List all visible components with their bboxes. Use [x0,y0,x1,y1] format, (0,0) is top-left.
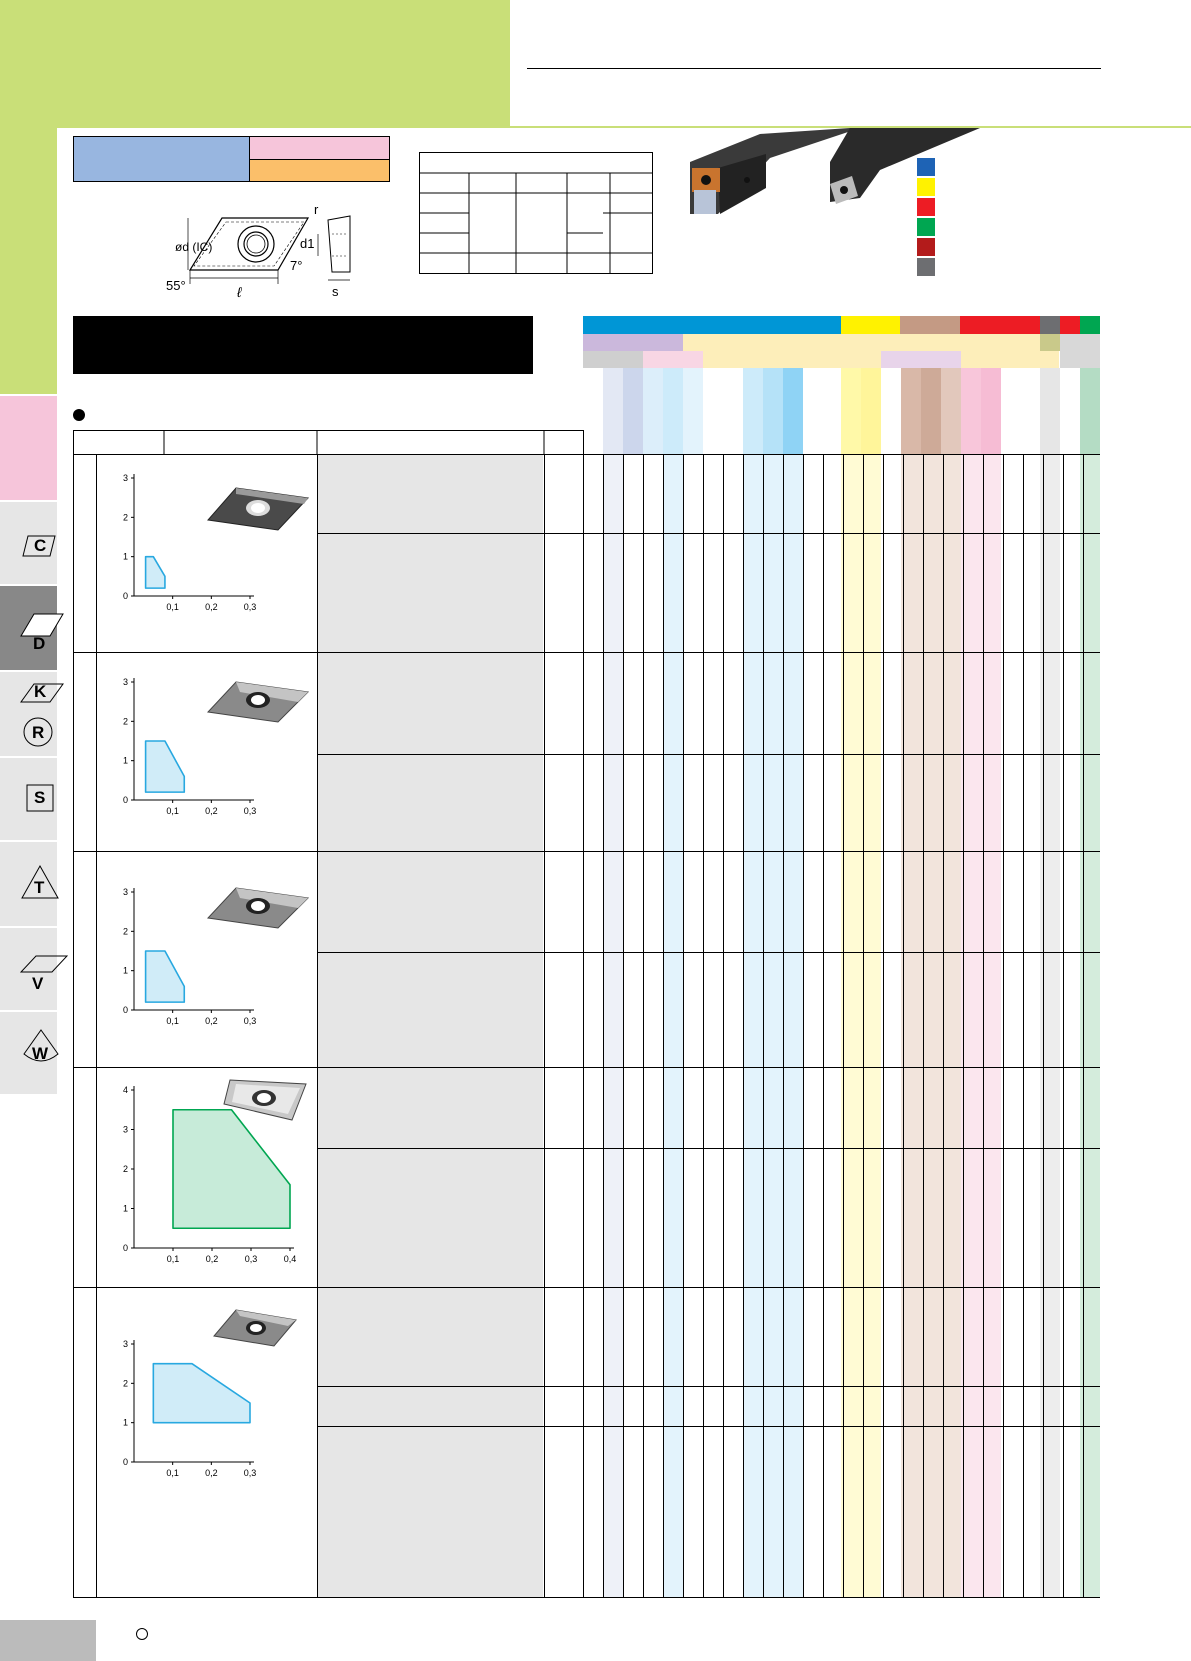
grid-line [73,454,1100,455]
clearance-angle-label: 7° [290,258,303,273]
tool-color-swatch [917,178,935,196]
x-tick-label: 0,2 [205,806,218,816]
x-tick-label: 0,1 [166,1016,179,1026]
grade-col [981,368,1001,454]
grade-row3 [881,351,961,368]
chipbreaker-area [146,557,165,588]
grade-bar [583,316,841,334]
chipbreaker-area [146,741,185,792]
title-underline [527,68,1101,69]
side-banner [0,128,57,394]
tool-color-swatch [917,238,935,256]
grade-col [783,368,803,454]
grid-line [96,454,97,1598]
y-tick-label: 1 [122,1417,128,1428]
chipbreaker-area [173,1110,290,1229]
grade-col [901,368,921,454]
grade-row3 [583,351,643,368]
length-label: ℓ [237,284,242,300]
side-tab-label: T [34,878,45,897]
grid-line [73,1597,1100,1598]
y-tick-label: 0 [122,1005,128,1015]
x-tick-label: 0,1 [166,602,179,612]
grade-row3 [1060,351,1100,368]
x-tick-label: 0,2 [205,1016,218,1026]
y-tick-label: 0 [122,591,128,601]
y-tick-label: 3 [122,887,128,897]
grid-line [317,1148,1100,1149]
side-tab-t[interactable] [0,842,57,928]
side-tab-s[interactable] [0,758,57,842]
grade-bar [1040,316,1060,334]
side-tab-c[interactable] [0,502,57,586]
y-tick-label: 1 [122,965,128,976]
x-tick-label: 0,2 [205,1468,218,1478]
page-number-box [0,1620,96,1661]
tool-color-swatch [917,218,935,236]
info-blue [74,137,250,181]
grade-col [861,368,881,454]
grade-col [603,368,623,454]
grade-row2 [583,334,683,351]
grade-col [743,368,763,454]
grade-col [941,368,961,454]
grade-bar [900,316,960,334]
tool-color-swatch [917,158,935,176]
radius-label: r [314,202,319,217]
side-tab-label: V [32,974,44,993]
chipbreaker-chart [118,1334,268,1484]
chipbreaker-chart [118,1080,308,1270]
x-tick-label: 0,2 [205,1254,219,1264]
footer-circle-icon [136,1628,148,1640]
chipbreaker-chart [118,468,268,618]
table-header-row [73,430,584,455]
tool-color-swatch [917,198,935,216]
grade-col [663,368,683,454]
section-heading-bar [73,316,533,374]
grade-row3 [961,351,1059,368]
grade-header [583,316,1100,454]
grade-bar [960,316,1040,334]
grade-bar [1060,316,1080,334]
y-tick-label: 3 [122,1339,128,1349]
chipbreaker-chart [118,882,268,1032]
bullet-icon [73,409,85,421]
grade-bar [841,316,900,334]
dimension-table [419,152,653,274]
grade-row2 [683,334,1040,351]
info-orange [250,160,389,181]
tool-color-swatch [917,258,935,276]
y-tick-label: 0 [122,1457,128,1467]
grid-line [317,1386,1100,1387]
grade-row2 [1060,334,1100,351]
y-tick-label: 2 [122,716,128,727]
grid-line [73,851,1100,852]
description-cell [317,1387,543,1426]
diameter-label: ød (IC) [175,240,213,254]
x-tick-label: 0,3 [243,1016,257,1026]
top-banner [0,0,510,128]
grade-col [961,368,981,454]
description-cell [317,653,543,754]
tool-holder-images [680,128,980,228]
grade-col [623,368,643,454]
y-tick-label: 2 [122,926,128,937]
side-tab-v[interactable] [0,928,57,1012]
y-tick-label: 3 [122,473,128,483]
side-tab-w[interactable] [0,1012,57,1096]
grade-col [1040,368,1060,454]
chipbreaker-chart [118,672,268,822]
grade-col [921,368,941,454]
x-tick-label: 0,2 [205,602,218,612]
side-tab-k-r[interactable] [0,672,57,758]
grid-line [73,1067,1100,1068]
y-tick-label: 2 [122,1378,128,1389]
grid-line [73,1287,1100,1288]
y-tick-label: 1 [122,1203,128,1214]
side-tab-label: K [34,682,47,701]
x-tick-label: 0,1 [166,1254,180,1264]
description-cell [317,1149,543,1287]
description-cell [317,1068,543,1148]
grade-col [1080,368,1100,454]
grade-col [683,368,703,454]
grade-row3 [643,351,703,368]
x-tick-label: 0,3 [243,602,257,612]
x-tick-label: 0,1 [166,806,179,816]
description-cell [317,953,543,1067]
grid-line [317,952,1100,953]
side-tab-label: R [32,723,45,742]
y-tick-label: 1 [122,551,128,562]
grid-line [73,652,1100,653]
chipbreaker-area [146,951,185,1002]
side-tab-label: S [34,788,46,807]
grade-col [841,368,861,454]
y-tick-label: 2 [122,512,128,523]
description-cell [317,455,543,533]
grade-col [763,368,783,454]
grade-col [643,368,663,454]
chipbreaker-area [153,1364,250,1423]
side-tab-d[interactable] [0,586,57,672]
y-tick-label: 3 [122,1124,128,1135]
x-tick-label: 0,3 [243,806,257,816]
side-tab-label: C [34,536,47,555]
description-cell [317,534,543,652]
y-tick-label: 0 [122,795,128,805]
x-tick-label: 0,3 [244,1254,258,1264]
hole-diameter-label: d1 [300,236,315,251]
y-tick-label: 1 [122,755,128,766]
grade-row3 [703,351,881,368]
corner-angle-label: 55° [166,278,186,293]
description-cell [317,1288,543,1386]
y-tick-label: 2 [122,1164,128,1174]
x-tick-label: 0,1 [166,1468,179,1478]
grade-bar [1080,316,1100,334]
side-tab-label: D [33,634,46,653]
x-tick-label: 0,3 [243,1468,257,1478]
description-cell [317,755,543,851]
description-cell [317,1427,543,1597]
y-tick-label: 3 [122,677,128,687]
side-tab-label: W [32,1044,49,1063]
y-tick-label: 4 [122,1085,128,1095]
x-tick-label: 0,4 [283,1254,297,1264]
grid-line [73,454,74,1598]
description-cell [317,852,543,952]
grid-line [317,533,1100,534]
grid-line [317,754,1100,755]
thickness-label: s [332,284,339,299]
side-tab-current[interactable] [0,396,57,502]
grid-line [317,1426,1100,1427]
y-tick-label: 0 [122,1243,128,1253]
insert-info-box [73,136,390,182]
grade-row2 [1040,334,1060,351]
info-pink [250,137,389,160]
rhombus-v-icon [20,954,68,974]
